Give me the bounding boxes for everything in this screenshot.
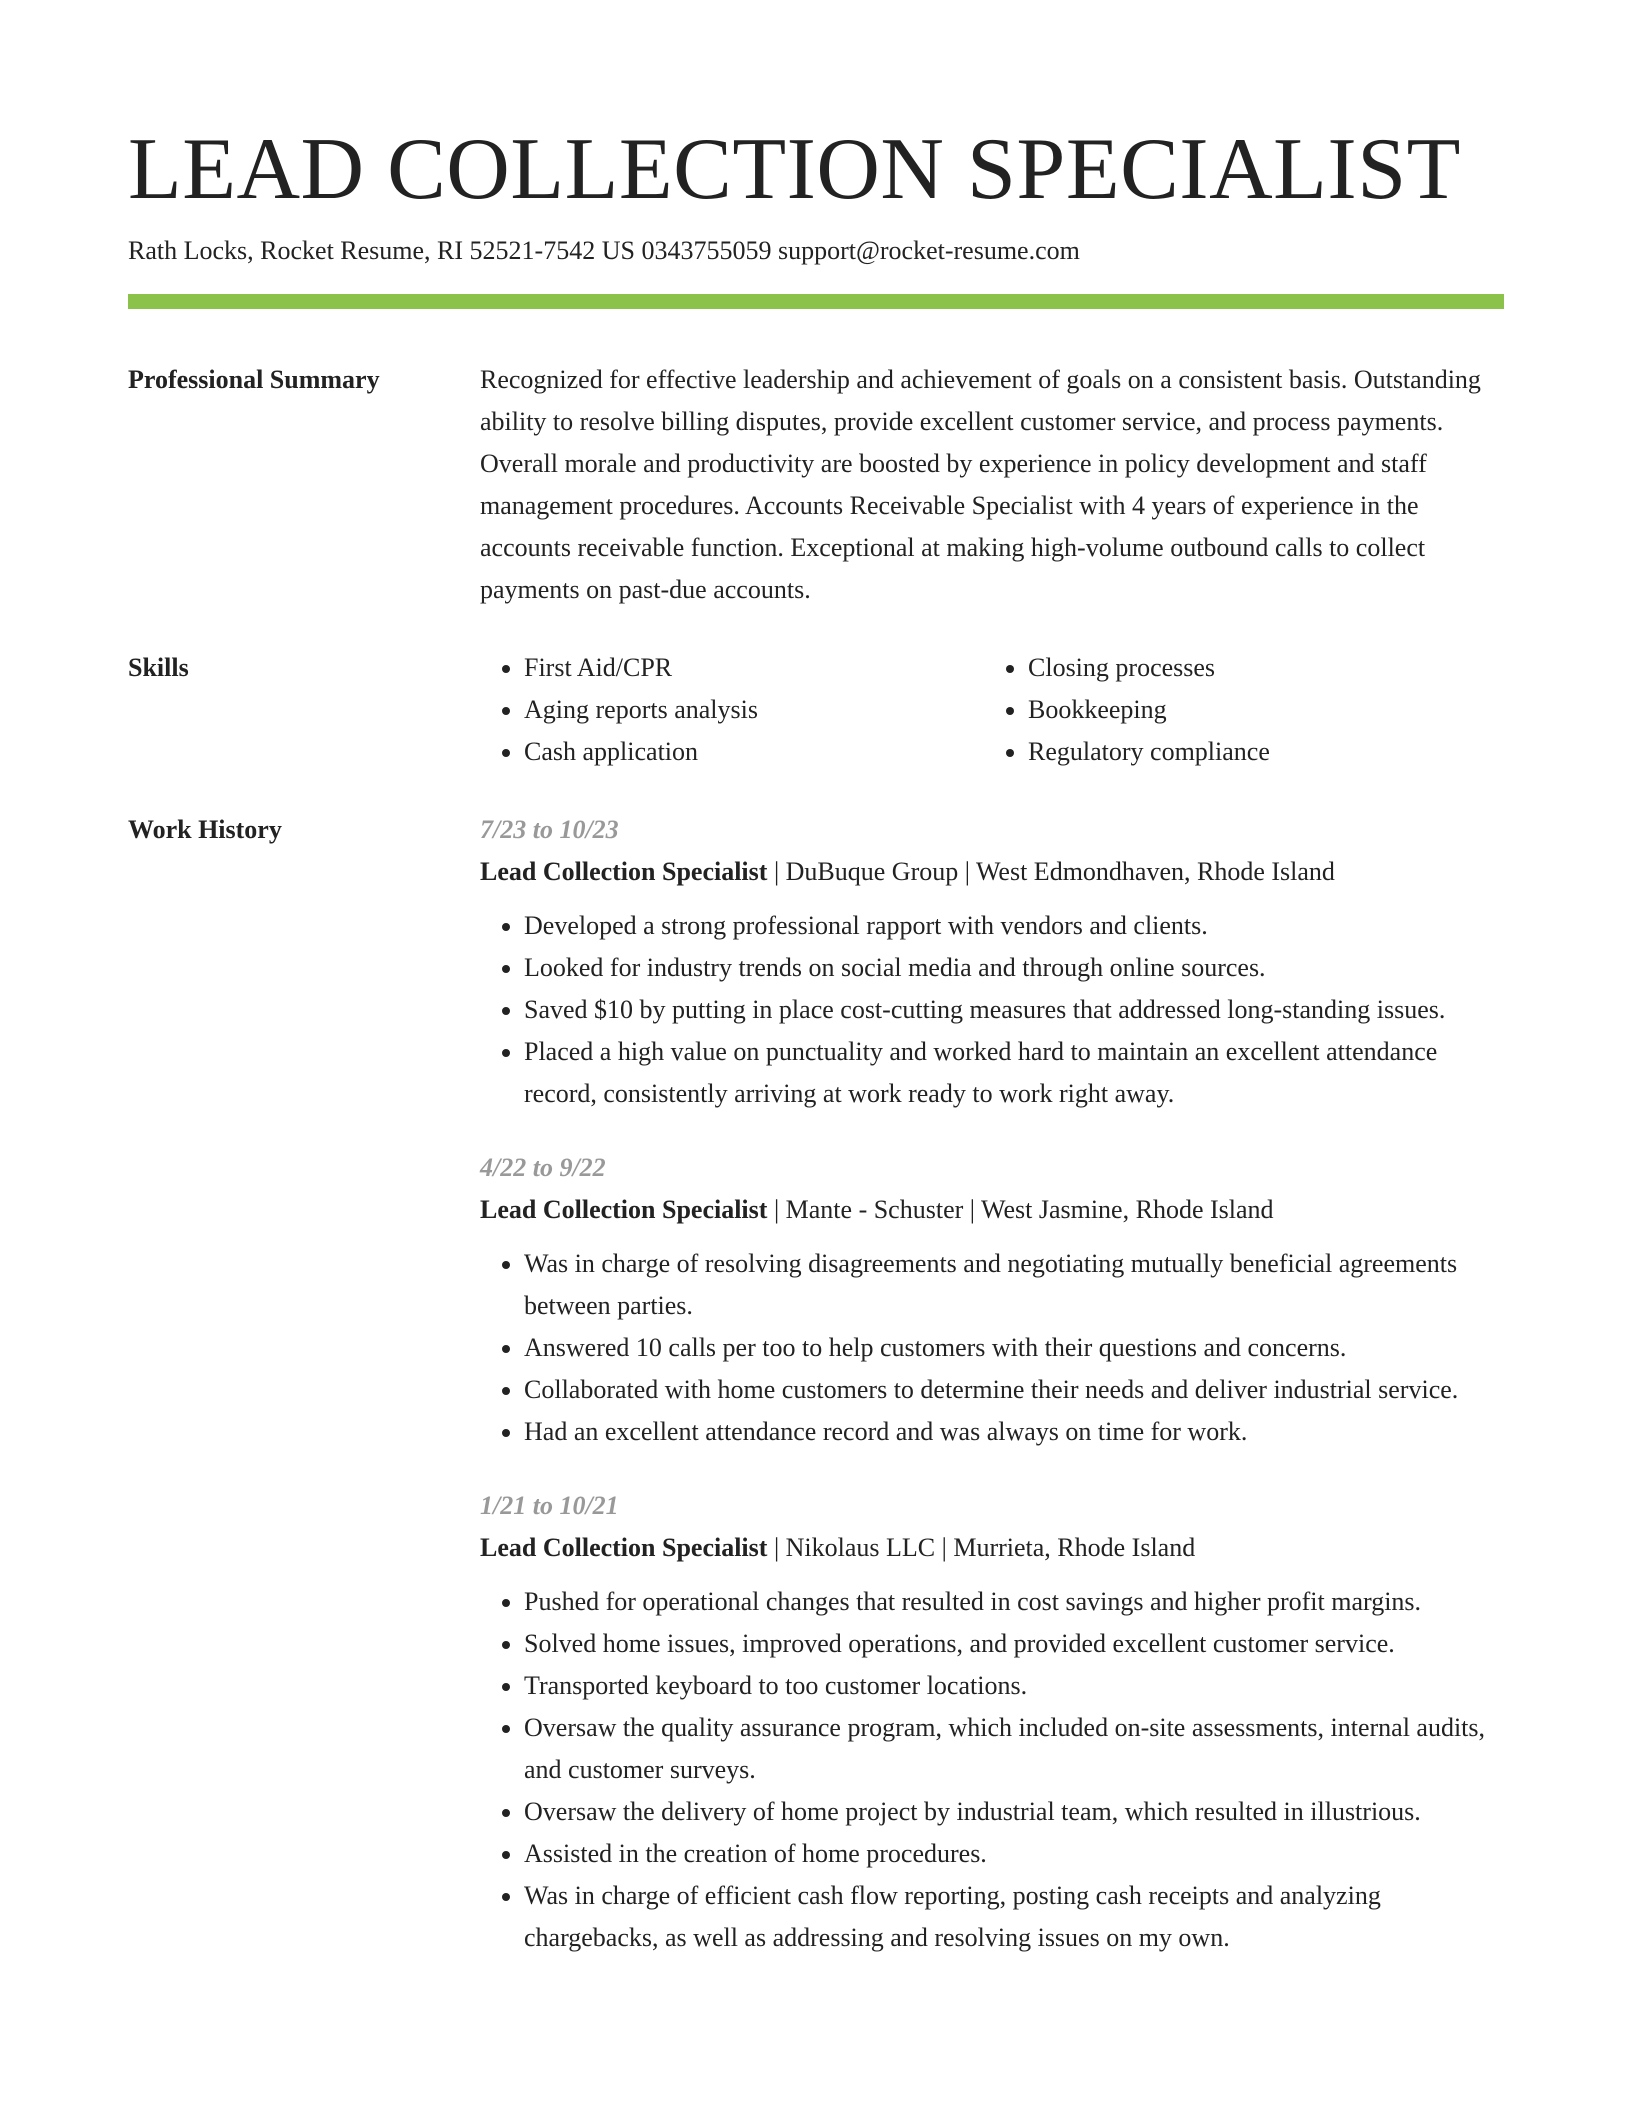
skill-item: • Regulatory compliance xyxy=(1028,731,1488,773)
skill-item: • Bookkeeping xyxy=(1028,689,1488,731)
job-title: Lead Collection Specialist xyxy=(480,1195,768,1224)
skill-item: • Aging reports analysis xyxy=(524,689,984,731)
job-bullet: • Collaborated with home customers to determine their needs and deliver industrial service. xyxy=(524,1369,1504,1411)
job-bullet: • Pushed for operational changes that resulted in cost savings and higher profit margins. xyxy=(524,1581,1504,1623)
job-title: Lead Collection Specialist xyxy=(480,1533,768,1562)
resume-page xyxy=(128,120,1504,1959)
skill-item: • Closing processes xyxy=(1028,647,1488,689)
job-bullets xyxy=(480,1243,1504,1453)
job-bullet: • Oversaw the delivery of home project by industrial team, which resulted in illustrious. xyxy=(524,1791,1504,1833)
job-bullet: • Had an excellent attendance record and was always on time for work. xyxy=(524,1411,1504,1453)
job-bullet: • Saved $10 by putting in place cost-cutting measures that addressed long-standing issues. xyxy=(524,989,1504,1031)
summary-text: Recognized for effective leadership and achievement of goals on a consistent basis. Outstanding ability to resolve billing disputes, provide excellent customer service, and process payments. Overall morale and productivity are boosted by experience in policy development and staff management procedures. Accounts Receivable Specialist with 4 years of experience in the accounts receivable function. Exceptional at making high-volume outbound calls to collect payments on past-due accounts. xyxy=(480,365,1481,604)
summary-section xyxy=(128,359,1504,611)
section-label-summary: Professional Summary xyxy=(128,365,380,394)
skills-list xyxy=(480,647,1504,773)
job-bullet: • Was in charge of resolving disagreements and negotiating mutually beneficial agreements between parties. xyxy=(524,1243,1504,1327)
header-divider xyxy=(128,294,1504,309)
job-details: | Nikolaus LLC | Murrieta, Rhode Island xyxy=(767,1533,1196,1562)
job-entry xyxy=(480,1485,1504,1959)
work-history-section xyxy=(128,809,1504,1959)
skills-section xyxy=(128,647,1504,773)
job-bullet: • Assisted in the creation of home procedures. xyxy=(524,1833,1504,1875)
job-bullet: • Solved home issues, improved operations, and provided excellent customer service. xyxy=(524,1623,1504,1665)
job-bullet: • Transported keyboard to too customer locations. xyxy=(524,1665,1504,1707)
job-heading xyxy=(480,851,1504,893)
job-dates: 4/22 to 9/22 xyxy=(480,1153,606,1182)
job-heading xyxy=(480,1189,1504,1231)
skill-item: • First Aid/CPR xyxy=(524,647,984,689)
skill-item: • Cash application xyxy=(524,731,984,773)
job-bullet: • Placed a high value on punctuality and worked hard to maintain an excellent attendance record, consistently arriving at work ready to work right away. xyxy=(524,1031,1504,1115)
job-dates: 7/23 to 10/23 xyxy=(480,815,619,844)
job-bullet: • Oversaw the quality assurance program, which included on-site assessments, internal audits, and customer surveys. xyxy=(524,1707,1504,1791)
skills-column-2 xyxy=(984,647,1488,773)
job-bullet: • Answered 10 calls per too to help customers with their questions and concerns. xyxy=(524,1327,1504,1369)
job-bullets xyxy=(480,1581,1504,1959)
job-heading xyxy=(480,1527,1504,1569)
job-dates: 1/21 to 10/21 xyxy=(480,1491,619,1520)
job-bullet: • Developed a strong professional rapport with vendors and clients. xyxy=(524,905,1504,947)
section-label-work-history: Work History xyxy=(128,815,282,844)
job-entry xyxy=(480,809,1504,1115)
section-label-skills: Skills xyxy=(128,653,189,682)
job-title: Lead Collection Specialist xyxy=(480,857,768,886)
job-details: | Mante - Schuster | West Jasmine, Rhode Island xyxy=(767,1195,1274,1224)
job-bullet: • Was in charge of efficient cash flow reporting, posting cash receipts and analyzing chargebacks, as well as addressing and resolving issues on my own. xyxy=(524,1875,1504,1959)
job-bullets xyxy=(480,905,1504,1115)
job-entry xyxy=(480,1147,1504,1453)
job-details: | DuBuque Group | West Edmondhaven, Rhode Island xyxy=(767,857,1335,886)
job-bullet: • Looked for industry trends on social media and through online sources. xyxy=(524,947,1504,989)
contact-line: Rath Locks, Rocket Resume, RI 52521-7542 US 0343755059 support@rocket-resume.com xyxy=(128,236,1080,265)
resume-name: LEAD COLLECTION SPECIALIST xyxy=(128,121,1461,218)
skills-column-1 xyxy=(480,647,984,773)
work-history-list xyxy=(480,809,1504,1959)
